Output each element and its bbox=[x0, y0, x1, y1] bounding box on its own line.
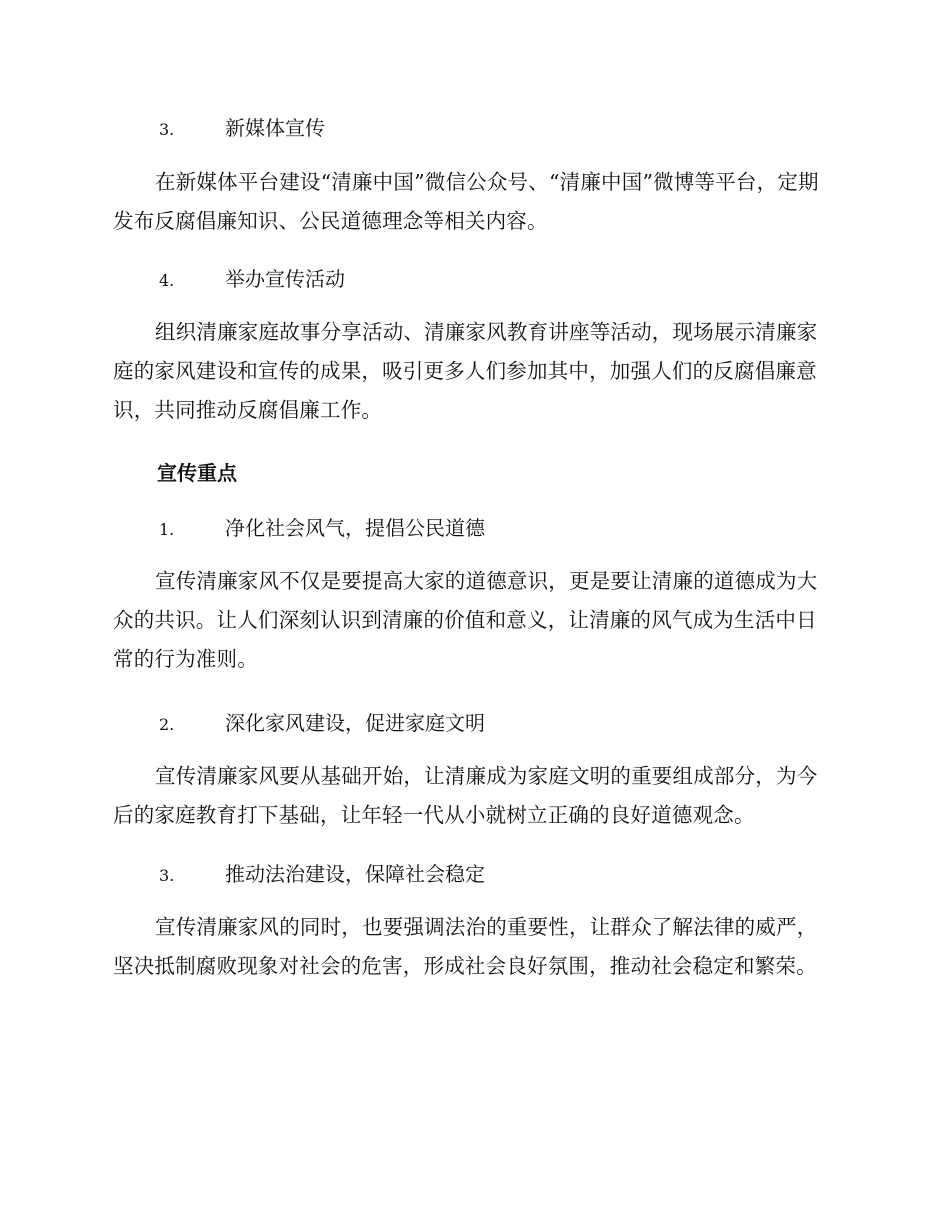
body-paragraph: 宣传清廉家风要从基础开始，让清廉成为家庭文明的重要组成部分，为今后的家庭教育打下基础，让年轻一代从小就树立正确的良好道德观念。 bbox=[113, 764, 818, 827]
list-item-heading bbox=[159, 114, 325, 144]
list-item-heading bbox=[159, 265, 345, 295]
list-title: 深化家风建设，促进家庭文明 bbox=[225, 711, 485, 735]
list-item-heading bbox=[159, 860, 485, 890]
list-number: 4. bbox=[159, 271, 175, 290]
list-item-heading bbox=[159, 709, 485, 739]
list-number: 3. bbox=[159, 120, 175, 139]
list-number: 3. bbox=[159, 866, 175, 885]
body-paragraph: 在新媒体平台建设“清廉中国”微信公众号、“清廉中国”微博等平台，定期发布反腐倡廉知识、公民道德理念等相关内容。 bbox=[113, 170, 819, 233]
body-paragraph: 宣传清廉家风不仅是要提高大家的道德意识，更是要让清廉的道德成为大众的共识。让人们深刻认识到清廉的价值和意义，让清廉的风气成为生活中日常的行为准则。 bbox=[113, 569, 818, 671]
list-title: 推动法治建设，保障社会稳定 bbox=[225, 862, 485, 886]
section-heading: 宣传重点 bbox=[157, 461, 237, 485]
list-number: 1. bbox=[159, 520, 175, 539]
body-paragraph: 组织清廉家庭故事分享活动、清廉家风教育讲座等活动，现场展示清廉家庭的家风建设和宣传的成果，吸引更多人们参加其中，加强人们的反腐倡廉意识，共同推动反腐倡廉工作。 bbox=[113, 320, 818, 422]
list-title: 新媒体宣传 bbox=[225, 116, 325, 140]
list-number: 2. bbox=[159, 715, 175, 734]
list-title: 举办宣传活动 bbox=[225, 267, 345, 291]
list-title: 净化社会风气，提倡公民道德 bbox=[225, 516, 485, 540]
list-item-heading bbox=[159, 514, 485, 544]
body-paragraph: 宣传清廉家风的同时，也要强调法治的重要性，让群众了解法律的威严，坚决抵制腐败现象对社会的危害，形成社会良好氛围，推动社会稳定和繁荣。 bbox=[113, 915, 818, 978]
